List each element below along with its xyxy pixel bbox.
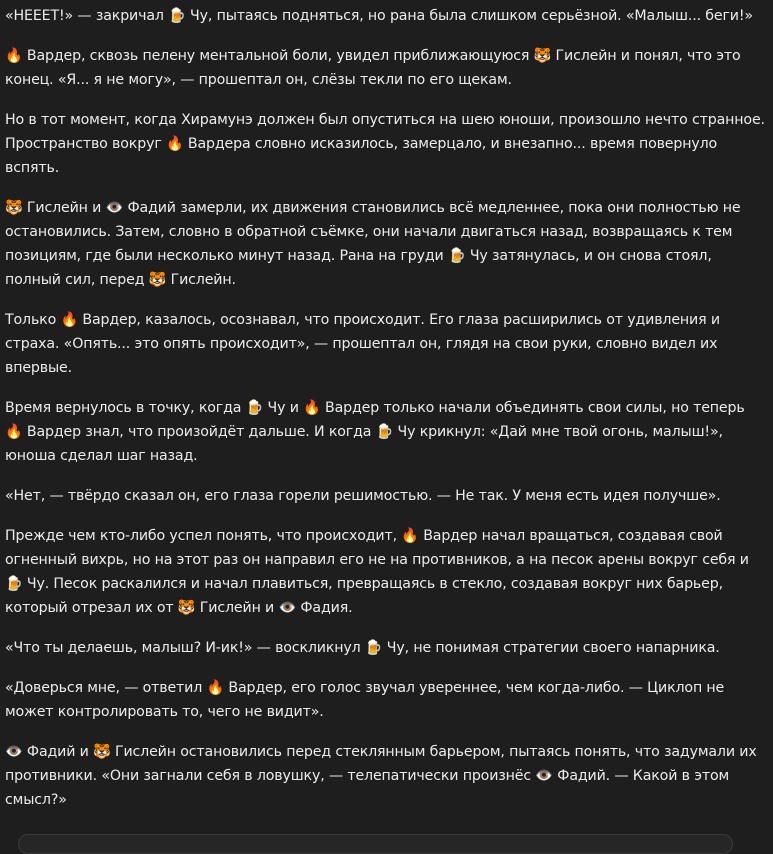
story-paragraph-3: Но в тот момент, когда Хирамунэ должен был опуститься на шею юноши, произошло нечто странное. Пространство вокруг 🔥 Вардера словно исказилось, замерцало, и внезапно... время повернуло вспять.: [5, 108, 765, 180]
story-paragraph-9: «Что ты делаешь, малыш? И-ик!» — воскликнул 🍺 Чу, не понимая стратегии своего напарника.: [5, 636, 765, 660]
story-paragraph-10: «Доверься мне, — ответил 🔥 Вардер, его голос звучал увереннее, чем когда-либо. — Циклоп не может контролировать то, чего не видит».: [5, 676, 765, 724]
story-paragraph-8: Прежде чем кто-либо успел понять, что происходит, 🔥 Вардер начал вращаться, создавая свой огненный вихрь, но на этот раз он направил его не на противников, а на песок арены вокруг себя и 🍺 Чу. Песок раскалился и начал плавиться, превращаясь в стекло, создавая вокруг них барьер, который отрезал их от 🐯 Гислейн и 👁️ Фадия.: [5, 524, 765, 620]
story-paragraph-7: «Нет, — твёрдо сказал он, его глаза горели решимостью. — Не так. У меня есть идея получше».: [5, 484, 765, 508]
story-paragraph-6: Время вернулось в точку, когда 🍺 Чу и 🔥 Вардер только начали объединять свои силы, но теперь 🔥 Вардер знал, что произойдёт дальше. И когда 🍺 Чу крикнул: «Дай мне твой огонь, малыш!», юноша сделал шаг назад.: [5, 396, 765, 468]
story-paragraph-5: Только 🔥 Вардер, казалось, осознавал, что происходит. Его глаза расширились от удивления и страха. «Опять... это опять происходит», — прошептал он, глядя на свои руки, словно видел их впервые.: [5, 308, 765, 380]
story-paragraph-2: 🔥 Вардер, сквозь пелену ментальной боли, увидел приближающуюся 🐯 Гислейн и понял, что это конец. «Я... я не могу», — прошептал он, слёзы текли по его щекам.: [5, 44, 765, 92]
story-paragraph-1: «НЕЕЕТ!» — закричал 🍺 Чу, пытаясь подняться, но рана была слишком серьёзной. «Малыш... беги!»: [5, 4, 765, 28]
story-paragraph-11: 👁️ Фадий и 🐯 Гислейн остановились перед стеклянным барьером, пытаясь понять, что задумали их противники. «Они загнали себя в ловушку, — телепатически произнёс 👁️ Фадий. — Какой в этом смысл?»: [5, 740, 765, 812]
story-paragraph-4: 🐯 Гислейн и 👁️ Фадий замерли, их движения становились всё медленнее, пока они полностью не остановились. Затем, словно в обратной съёмке, они начали двигаться назад, возвращаясь к тем позициям, где были несколько минут назад. Рана на груди 🍺 Чу затянулась, и он снова стоял, полный сил, перед 🐯 Гислейн.: [5, 196, 765, 292]
message-input-box[interactable]: [18, 834, 733, 854]
